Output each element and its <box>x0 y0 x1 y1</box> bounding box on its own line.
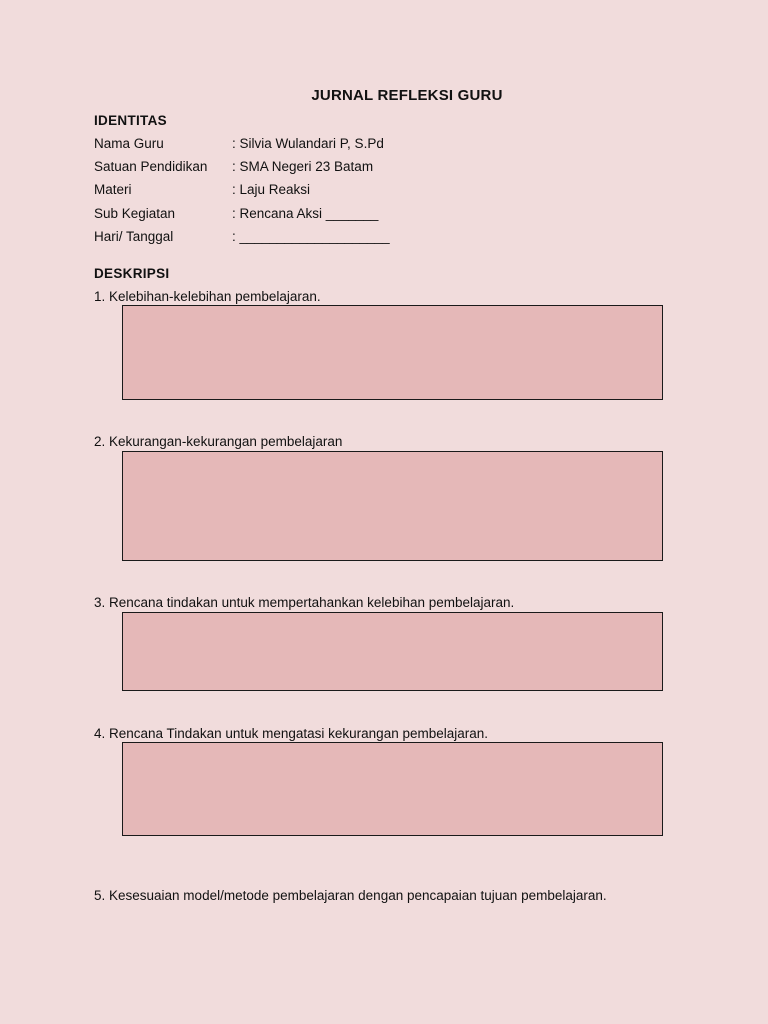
identity-label: Satuan Pendidikan <box>94 159 208 174</box>
question-2: 2. Kekurangan-kekurangan pembelajaran <box>94 434 343 449</box>
identity-label: Materi <box>94 182 132 197</box>
identity-label: Sub Kegiatan <box>94 206 176 221</box>
answer-box-2[interactable] <box>122 451 663 561</box>
identity-value: : Silvia Wulandari P, S.Pd <box>232 136 384 151</box>
identitas-heading: IDENTITAS <box>94 113 167 128</box>
identity-value: : ____________________ <box>232 229 390 244</box>
question-5: 5. Kesesuaian model/metode pembelajaran dengan pencapaian tujuan pembelajaran. <box>94 888 607 903</box>
question-4: 4. Rencana Tindakan untuk mengatasi kekurangan pembelajaran. <box>94 726 489 741</box>
answer-box-3[interactable] <box>122 612 663 691</box>
document-title: JURNAL REFLEKSI GURU <box>311 87 503 104</box>
identity-value: : Laju Reaksi <box>232 182 311 197</box>
identity-value: : SMA Negeri 23 Batam <box>232 159 374 174</box>
identity-label: Nama Guru <box>94 136 164 151</box>
question-3: 3. Rencana tindakan untuk mempertahankan kelebihan pembelajaran. <box>94 595 515 610</box>
identity-label: Hari/ Tanggal <box>94 229 174 244</box>
answer-box-1[interactable] <box>122 305 663 400</box>
identity-value: : Rencana Aksi _______ <box>232 206 379 221</box>
question-1: 1. Kelebihan-kelebihan pembelajaran. <box>94 289 321 304</box>
answer-box-4[interactable] <box>122 742 663 836</box>
deskripsi-heading: DESKRIPSI <box>94 266 170 281</box>
